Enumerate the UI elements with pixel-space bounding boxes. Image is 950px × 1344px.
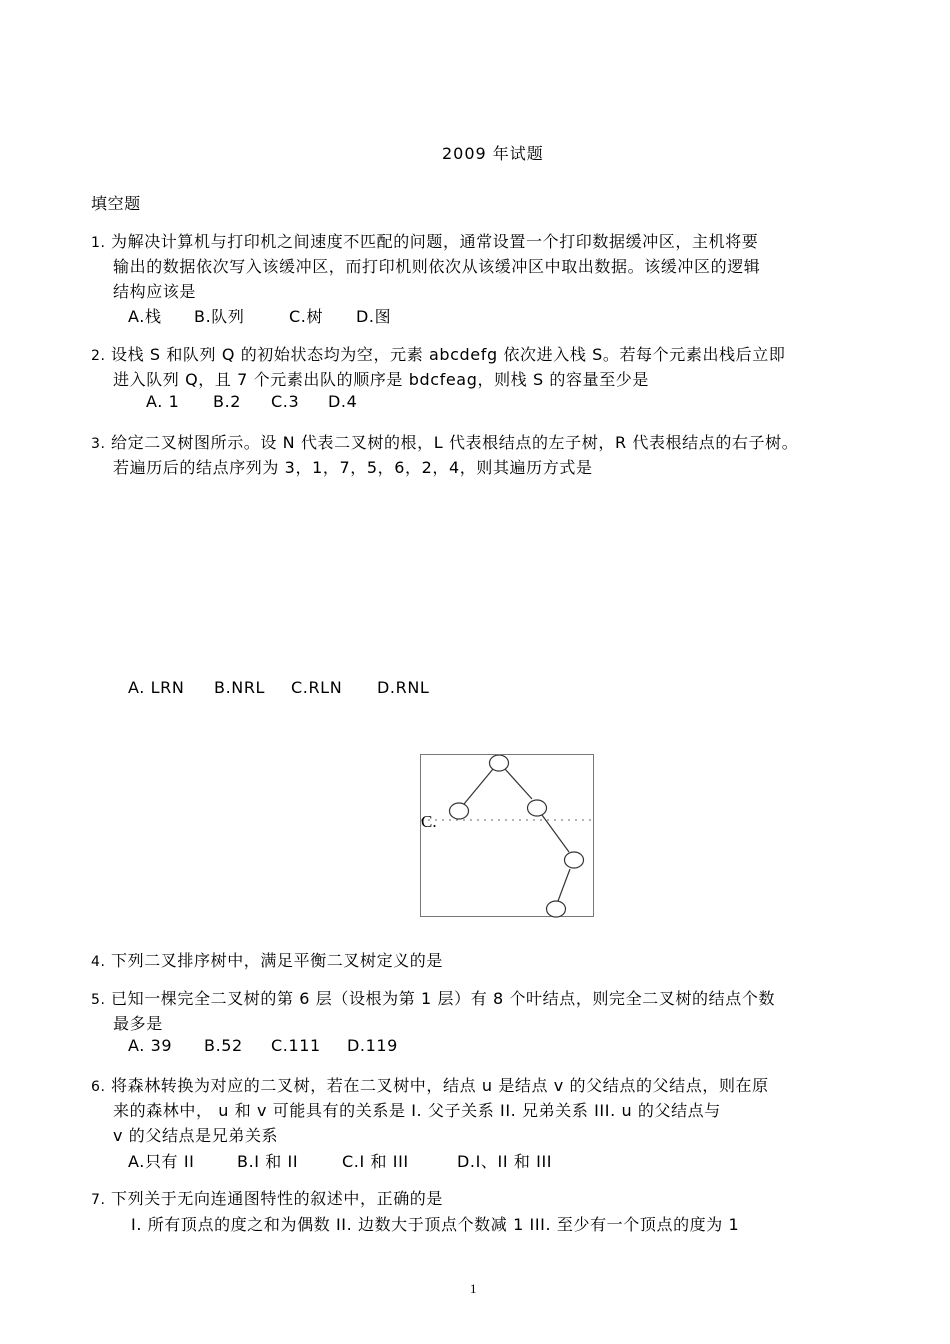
question-7-line-1: 7. 下列关于无向连通图特性的叙述中，正确的是 bbox=[91, 1189, 444, 1208]
option-c: C.树 bbox=[289, 307, 324, 326]
question-7-line-2: I. 所有顶点的度之和为偶数 II. 边数大于顶点个数减 1 III. 至少有一个顶点的度为 1 bbox=[131, 1215, 740, 1234]
question-number: 7. bbox=[91, 1192, 106, 1208]
question-number: 3. bbox=[91, 436, 106, 452]
option-b: B.52 bbox=[204, 1036, 243, 1055]
question-6-line-3: v 的父结点是兄弟关系 bbox=[113, 1126, 279, 1145]
tree-edge bbox=[464, 769, 493, 804]
question-3-options bbox=[128, 678, 429, 697]
question-3-line-2: 若遍历后的结点序列为 3，1，7，5，6，2，4，则其遍历方式是 bbox=[113, 458, 593, 477]
page-number: 1 bbox=[470, 1281, 477, 1296]
option-a: A.栈 bbox=[128, 307, 162, 326]
option-d: D.I、II 和 III bbox=[457, 1152, 553, 1171]
option-c: C.RLN bbox=[291, 678, 343, 697]
option-a: A. 1 bbox=[146, 392, 180, 411]
question-1-line-3: 结构应该是 bbox=[113, 282, 197, 301]
option-d: D.4 bbox=[328, 392, 358, 411]
question-5-line-1: 5. 已知一棵完全二叉树的第 6 层（设根为第 1 层）有 8 个叶结点，则完全二叉树的结点个数 bbox=[91, 989, 776, 1008]
option-a: A. 39 bbox=[128, 1036, 173, 1055]
page-title: 2009 年试题 bbox=[442, 144, 544, 163]
binary-tree-figure bbox=[420, 754, 594, 917]
question-2-line-1: 2. 设栈 S 和队列 Q 的初始状态均为空，元素 abcdefg 依次进入栈 S。若每个元素出栈后立即 bbox=[91, 345, 786, 364]
question-number: 5. bbox=[91, 992, 106, 1008]
figure-option-label: C. bbox=[421, 812, 437, 831]
option-a: A.只有 II bbox=[128, 1152, 195, 1171]
option-b: B.I 和 II bbox=[237, 1152, 299, 1171]
question-number: 2. bbox=[91, 348, 106, 364]
option-d: D.119 bbox=[347, 1036, 398, 1055]
option-d: D.图 bbox=[356, 307, 392, 326]
question-2-line-2: 进入队列 Q，且 7 个元素出队的顺序是 bdcfeag，则栈 S 的容量至少是 bbox=[113, 370, 649, 389]
binary-tree-diagram bbox=[421, 755, 595, 918]
option-c: C.I 和 III bbox=[342, 1152, 409, 1171]
section-heading: 填空题 bbox=[91, 194, 141, 213]
option-d: D.RNL bbox=[377, 678, 430, 697]
question-5-line-2: 最多是 bbox=[113, 1014, 163, 1033]
question-2-options bbox=[146, 392, 357, 411]
question-6-line-1: 6. 将森林转换为对应的二叉树，若在二叉树中，结点 u 是结点 v 的父结点的父结点，则在原 bbox=[91, 1076, 769, 1095]
question-number: 1. bbox=[91, 235, 106, 251]
tree-node bbox=[450, 803, 469, 819]
option-c: C.111 bbox=[271, 1036, 321, 1055]
option-b: B.2 bbox=[213, 392, 242, 411]
question-5-options bbox=[128, 1036, 398, 1055]
question-4-line-1: 4. 下列二叉排序树中，满足平衡二叉树定义的是 bbox=[91, 951, 444, 970]
option-c: C.3 bbox=[271, 392, 300, 411]
option-b: B.队列 bbox=[194, 307, 245, 326]
question-6-options bbox=[128, 1149, 552, 1172]
tree-node bbox=[565, 852, 584, 868]
tree-edge bbox=[505, 769, 532, 799]
question-6-line-2: 来的森林中， u 和 v 可能具有的关系是 I. 父子关系 II. 兄弟关系 III. u 的父结点与 bbox=[113, 1101, 721, 1120]
question-1-options bbox=[128, 304, 391, 327]
question-number: 6. bbox=[91, 1079, 106, 1095]
question-number: 4. bbox=[91, 954, 106, 970]
question-1-line-2: 输出的数据依次写入该缓冲区，而打印机则依次从该缓冲区中取出数据。该缓冲区的逻辑 bbox=[113, 257, 761, 276]
tree-node bbox=[528, 800, 547, 816]
question-3-line-1: 3. 给定二叉树图所示。设 N 代表二叉树的根，L 代表根结点的左子树，R 代表根结点的右子树。 bbox=[91, 433, 799, 452]
tree-node bbox=[490, 755, 509, 771]
question-1-line-1: 1. 为解决计算机与打印机之间速度不匹配的问题，通常设置一个打印数据缓冲区，主机将要 bbox=[91, 232, 759, 251]
tree-node bbox=[547, 901, 566, 917]
option-a: A. LRN bbox=[128, 678, 185, 697]
option-b: B.NRL bbox=[214, 678, 266, 697]
tree-edge bbox=[558, 869, 570, 901]
